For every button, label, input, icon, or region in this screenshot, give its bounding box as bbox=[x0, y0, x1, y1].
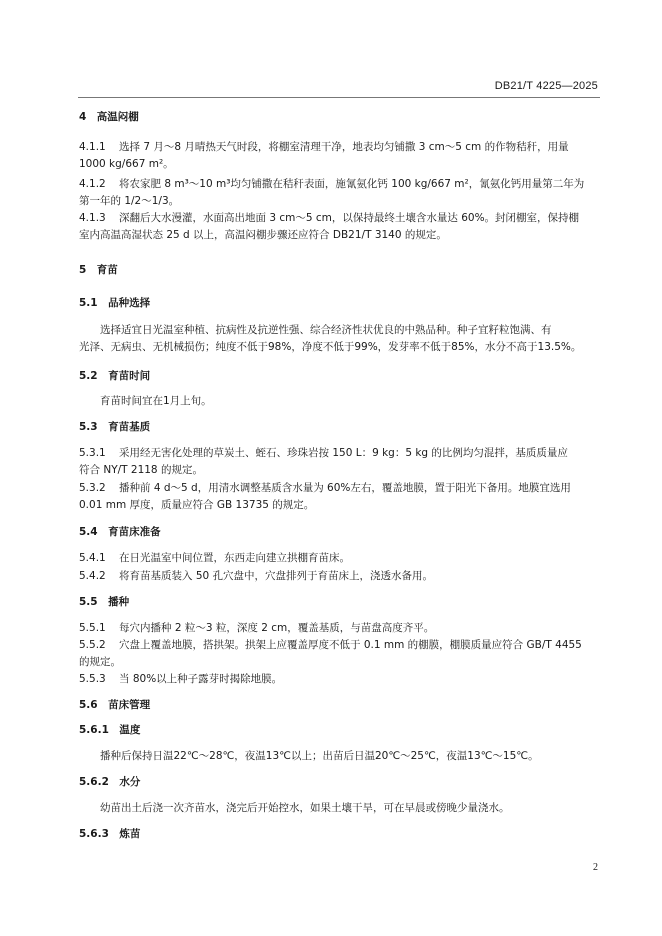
paragraph-text: 选择适宜日光温室种植、抗病性及抗逆性强、综合经济性状优良的中熟品种。种子宜籽粒饱满、有 bbox=[100, 324, 552, 336]
clause-5-5-2 bbox=[79, 637, 601, 671]
clause-number: 5.3.2 bbox=[79, 482, 106, 494]
section-4-heading: 4 高温闷棚 bbox=[79, 111, 139, 123]
section-5-6-1-body: 播种后保持日温22℃～28℃，夜温13℃以上；出苗后日温20℃～25℃，夜温13℃～15℃。 bbox=[100, 750, 539, 762]
clause-text-continued: 0.01 mm 厚度，质量应符合 GB 13735 的规定。 bbox=[79, 499, 315, 511]
clause-text-continued: 第一年的 1/2～1/3。 bbox=[79, 195, 180, 207]
section-5-2-heading: 5.2 育苗时间 bbox=[79, 370, 151, 382]
clause-5-3-1 bbox=[79, 445, 601, 479]
section-5-6-2-body: 幼苗出土后浇一次齐苗水，浇完后开始控水，如果土壤干旱，可在早晨或傍晚少量浇水。 bbox=[100, 802, 510, 814]
clause-4-1-3 bbox=[79, 210, 601, 244]
clause-text: 深翻后大水漫灌，水面高出地面 3 cm～5 cm，以保持最终土壤含水量达 60%。封闭棚室，保持棚 bbox=[119, 212, 580, 224]
clause-number: 5.5.3 bbox=[79, 673, 106, 685]
clause-text-continued: 室内高温高湿状态 25 d 以上，高温闷棚步骤还应符合 DB21/T 3140 的规定。 bbox=[79, 229, 447, 241]
clause-text: 播种前 4 d～5 d，用清水调整基质含水量为 60%左右，覆盖地膜，置于阳光下备用。地膜宜选用 bbox=[119, 482, 571, 494]
clause-number: 4.1.3 bbox=[79, 212, 106, 224]
clause-number: 4.1.1 bbox=[79, 141, 106, 153]
clause-5-3-2 bbox=[79, 480, 601, 514]
clause-number: 5.3.1 bbox=[79, 447, 106, 459]
clause-4-1-2 bbox=[79, 176, 601, 210]
clause-text: 当 80%以上种子露芽时揭除地膜。 bbox=[119, 673, 283, 685]
clause-number: 5.4.1 bbox=[79, 552, 106, 564]
clause-text-continued: 的规定。 bbox=[79, 656, 121, 668]
clause-number: 5.5.2 bbox=[79, 639, 106, 651]
section-5-1-heading: 5.1 品种选择 bbox=[79, 297, 151, 309]
clause-text: 每穴内播种 2 粒～3 粒，深度 2 cm，覆盖基质，与苗盘高度齐平。 bbox=[119, 622, 435, 634]
clause-5-5-3 bbox=[79, 671, 601, 688]
clause-text-continued: 符合 NY/T 2118 的规定。 bbox=[79, 464, 203, 476]
clause-text: 采用经无害化处理的草炭土、蛭石、珍珠岩按 150 L：9 kg：5 kg 的比例均匀混拌，基质质量应 bbox=[119, 447, 568, 459]
section-5-2-body: 育苗时间宜在1月上旬。 bbox=[100, 395, 212, 407]
section-5-4-heading: 5.4 育苗床准备 bbox=[79, 526, 161, 538]
clause-text: 选择 7 月～8 月晴热天气时段，将棚室清理干净，地表均匀铺撒 3 cm～5 cm 的作物秸秆，用量 bbox=[119, 141, 569, 153]
clause-text: 将育苗基质装入 50 孔穴盘中，穴盘排列于育苗床上，浇透水备用。 bbox=[119, 570, 434, 582]
section-5-5-heading: 5.5 播种 bbox=[79, 596, 130, 608]
page-number: 2 bbox=[593, 862, 598, 873]
section-5-6-3-heading: 5.6.3 炼苗 bbox=[79, 828, 141, 840]
section-5-heading: 5 育苗 bbox=[79, 264, 118, 276]
clause-text: 将农家肥 8 m³～10 m³均匀铺撒在秸秆表面，施氰氨化钙 100 kg/667 m²，氰氨化钙用量第二年为 bbox=[119, 178, 585, 190]
clause-number: 5.4.2 bbox=[79, 570, 106, 582]
clause-number: 4.1.2 bbox=[79, 178, 106, 190]
paragraph-text-continued: 光泽、无病虫、无机械损伤；纯度不低于98%，净度不低于99%，发芽率不低于85%，水分不高于13.5%。 bbox=[79, 341, 582, 353]
clause-text: 穴盘上覆盖地膜，搭拱架。拱架上应覆盖厚度不低于 0.1 mm 的棚膜，棚膜质量应符合 GB/T 4455 bbox=[119, 639, 582, 651]
clause-5-4-2 bbox=[79, 568, 601, 585]
clause-5-5-1 bbox=[79, 620, 601, 637]
section-5-1-body bbox=[79, 322, 601, 356]
header-rule bbox=[78, 97, 600, 98]
clause-4-1-1 bbox=[79, 139, 601, 173]
clause-text: 在日光温室中间位置，东西走向建立拱棚育苗床。 bbox=[119, 552, 350, 564]
clause-number: 5.5.1 bbox=[79, 622, 106, 634]
section-5-6-1-heading: 5.6.1 温度 bbox=[79, 724, 141, 736]
clause-5-4-1 bbox=[79, 550, 601, 567]
section-5-6-2-heading: 5.6.2 水分 bbox=[79, 776, 141, 788]
section-5-3-heading: 5.3 育苗基质 bbox=[79, 421, 151, 433]
section-5-6-heading: 5.6 苗床管理 bbox=[79, 699, 151, 711]
page-header: DB21/T 4225—2025 bbox=[494, 80, 598, 92]
clause-text-continued: 1000 kg/667 m²。 bbox=[79, 158, 174, 170]
